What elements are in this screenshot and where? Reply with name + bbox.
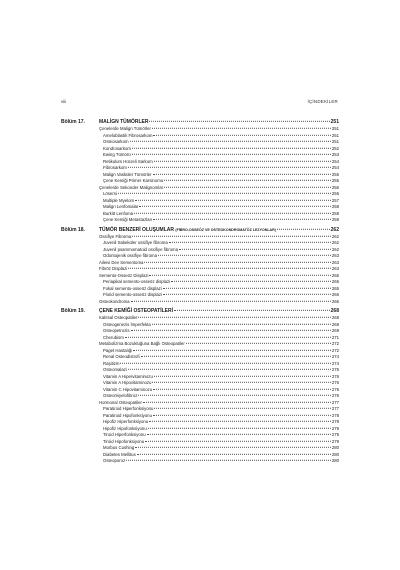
dot-leader [128,369,331,370]
title-text: Osteokondroma [99,298,130,304]
page-number: 265 [331,285,339,291]
page-number: 262 [331,233,339,239]
dot-leader [134,212,331,213]
dot-leader [163,287,331,288]
title-text: Ewing Tümörü [103,152,131,157]
title-text: Cherubism [103,334,124,340]
page-number: 265 [331,272,339,278]
page-number: 278 [331,419,339,424]
page-number: 276 [331,380,339,385]
page-number: 255 [331,178,339,183]
title-text: Paratiroid Hiperfonksiyonu [103,406,154,411]
dot-leader [125,336,331,337]
title-text: Osteosarkom [103,139,129,144]
page-number: 259 [331,217,339,222]
title-text: Diabetes Mellitus [103,451,136,457]
dot-leader [144,261,330,262]
title-text: ÇENE KEMİĞİ OSTEOPATİLERİ [99,308,173,314]
dot-leader [128,268,331,269]
page-number: 279 [331,438,339,444]
title-text: Osteogenezis İmperfekta [103,321,151,327]
title-text: Kalıtsal Osteopatiler [99,315,138,320]
page-number: 279 [331,432,339,437]
title-text: Juvenil psammomatoid ossifiye fibroma [103,246,178,252]
page-number: 252 [331,145,339,151]
dot-leader [143,401,331,402]
entry-line [103,217,339,224]
title-text: Vitamin A Hipovitaminozu [103,380,152,385]
title-text: Osteopetrozis [103,328,130,333]
title-text: Ameloblastik Fibrosarkom [103,132,153,138]
title-text: Fokal semento-osseöz displazi [103,285,162,291]
dot-leader [174,310,330,311]
entry-line [99,226,339,234]
dot-leader [130,141,331,142]
page-number: 278 [331,412,339,418]
title-text: Çene Kemiği Metastazları [103,217,153,222]
title-text: Paratiroid Hipofonksiyonu [103,412,152,418]
chapter-title [99,307,173,315]
title-text: Fibröz Displazi [99,266,128,271]
page-number: 256 [331,191,339,196]
title-text: Çenelerde Sekonder Malignomlar [99,184,164,190]
chapter-number: Bölüm 19. [61,308,85,314]
title-text: Lösemi [103,191,117,196]
dot-leader [171,281,331,282]
page-number: 276 [331,393,339,398]
title-text: Renal Osteodistrofi [103,354,140,359]
dot-leader [138,395,330,396]
dot-leader [135,199,331,200]
title-text: Çenelerde Malign Tümörler [99,126,151,131]
toc-entry [61,458,339,465]
toc-entry [61,299,339,306]
dot-leader [137,453,331,454]
entry-title [99,299,130,306]
title-text: Hipofiz Hiperfonksiyonu [103,419,149,424]
dot-leader [148,427,331,428]
dot-leader [132,147,331,148]
title-text: Retikulum Hücreli Sarkom [103,158,153,164]
dot-leader [120,362,330,363]
dot-leader [133,349,330,350]
chapter-title [99,226,276,234]
title-text: Morbus Cushing [103,445,135,450]
dot-leader [153,388,331,389]
dot-leader [277,228,330,229]
dot-leader [164,180,331,181]
title-text: Burkitt Lenfoma [103,210,134,216]
page-number: 275 [331,367,339,372]
title-text: MALİGN TÜMÖRLER [99,119,149,125]
dot-leader [149,121,329,122]
title-text: Malign Vasküler Tümörler [103,171,152,177]
dot-leader [169,242,331,243]
chapter-number: Bölüm 18. [61,226,85,233]
dot-leader [131,300,331,301]
title-text: Vitamin A Hipervitaminozu [103,373,153,379]
dot-leader [152,323,331,324]
dot-leader [163,294,331,295]
page-number: 257 [331,197,339,203]
entry-title [103,458,125,465]
entry-title [103,217,152,224]
title-text: Malign Lenfomalar [103,204,139,209]
page-number: 272 [331,341,339,346]
dot-leader [135,447,331,448]
page-number: 251 [331,139,339,144]
dot-leader [154,160,331,161]
dot-leader [179,248,331,249]
table-of-contents [61,118,339,465]
title-text: Tiroid Hipofonksiyonu [103,438,145,444]
title-text: Florid semento-osseöz displazi [103,292,162,297]
title-text: TÜMÖR BENZERİ OLUŞUMLAR [99,226,174,233]
dot-leader [153,219,331,220]
page-number: 272 [331,347,339,353]
page-number: 263 [331,259,339,265]
dot-leader [132,154,331,155]
title-text: Osteomalazi [103,367,127,372]
dot-leader [132,235,331,236]
page-number: 274 [331,360,339,366]
page-number: 251 [331,126,339,131]
page-number: 271 [331,334,339,340]
dot-leader [153,173,331,174]
title-text: Juvenil trabeküler ossifiye fibroma [103,240,168,245]
page-number: 263 [331,266,339,271]
title-text: Hormonal Osteopatiler [99,399,142,405]
title-text: Metabolizma Bozukluğuna Bağlı Osteopatiler [99,341,185,346]
page-number: 266 [331,298,339,304]
page-number: 263 [331,253,339,258]
title-text: Osteoporoz [103,458,126,463]
page-number: 253 [331,152,339,157]
chapter-row [61,307,339,315]
entry-line [99,299,339,306]
dot-leader [164,186,331,187]
chapter-title [99,118,148,126]
page-number: 280 [331,445,339,450]
page-number: 262 [331,246,339,252]
entry-line [99,307,339,315]
page-number: 254 [331,165,339,170]
dot-leader [153,414,331,415]
dot-leader [154,408,330,409]
dot-leader [131,330,331,331]
running-header: İÇİNDEKİLER [307,99,338,104]
dot-leader [154,375,331,376]
dot-leader [141,356,331,357]
dot-leader [128,167,331,168]
toc-entry [61,217,339,224]
entry-line [99,118,339,126]
page-number: 268 [330,308,339,314]
page-number: 277 [331,399,339,405]
title-text: Çene Kemiği Primer Karsinomu [103,178,164,183]
dot-leader [138,317,330,318]
page-number: 276 [331,373,339,379]
dot-leader [139,206,330,207]
title-text: Aileivi Dev Sementoma [99,259,144,265]
title-text: Raşitizm [103,360,120,366]
title-text: Ossifiye Fibroma [99,233,132,239]
page-number: 262 [331,240,339,245]
chapter-row [61,118,339,126]
page-number: 268 [331,321,339,327]
page-number: viii [61,99,67,104]
dot-leader [158,255,331,256]
dot-leader [145,440,331,441]
dot-leader [153,134,330,135]
page-number: 280 [331,458,339,463]
page-number: 269 [331,328,339,333]
dot-leader [118,193,331,194]
page-number: 258 [331,204,339,209]
page-number: 256 [331,184,339,190]
entry-line [103,458,339,465]
title-text: Odontojenik ossifiye fibroma [103,253,157,258]
page-number: 276 [331,386,339,392]
title-text: Fibrosarkom [103,165,127,170]
title-text: Multiple Myelom [103,197,135,203]
page-number: 254 [331,158,339,164]
page-number: 279 [331,425,339,431]
chapter-subtitle: (FİBRO-OSSEÖZ VE OSTEOKONDROMATÖZ LEZYONLAR) [175,227,276,232]
dot-leader [126,460,331,461]
page-number: 280 [331,451,339,457]
chapter-number: Bölüm 17. [61,119,85,125]
page-number: 274 [331,354,339,359]
title-text: Tiroid Hiperfonksiyonu [103,432,146,437]
title-text: Hipofiz Hipofonksiyonu [103,425,147,431]
title-text: Vitamin C Hipovitaminozu [103,386,153,392]
page-number: 262 [330,226,339,233]
page-number: 268 [331,315,339,320]
dot-leader [152,128,331,129]
dot-leader [149,274,330,275]
page-number: 265 [331,279,339,284]
dot-leader [147,434,331,435]
page-number: 251 [331,132,339,138]
title-text: Periapikal semento-osseöz displazi [103,279,171,284]
page-number: 251 [330,119,339,125]
dot-leader [149,421,331,422]
page-number: 277 [331,406,339,411]
page-number: 258 [331,210,339,216]
page-number: 255 [331,171,339,177]
dot-leader [186,343,331,344]
title-text: Paget Hastalığı [103,347,133,353]
page-number: 266 [331,292,339,297]
title-text: Osteomiyelofibroz [103,393,138,398]
dot-leader [152,382,330,383]
title-text: Semento-Osseöz Displazi [99,272,149,278]
title-text: Kondrosarkom [103,145,131,151]
chapter-row [61,226,339,234]
